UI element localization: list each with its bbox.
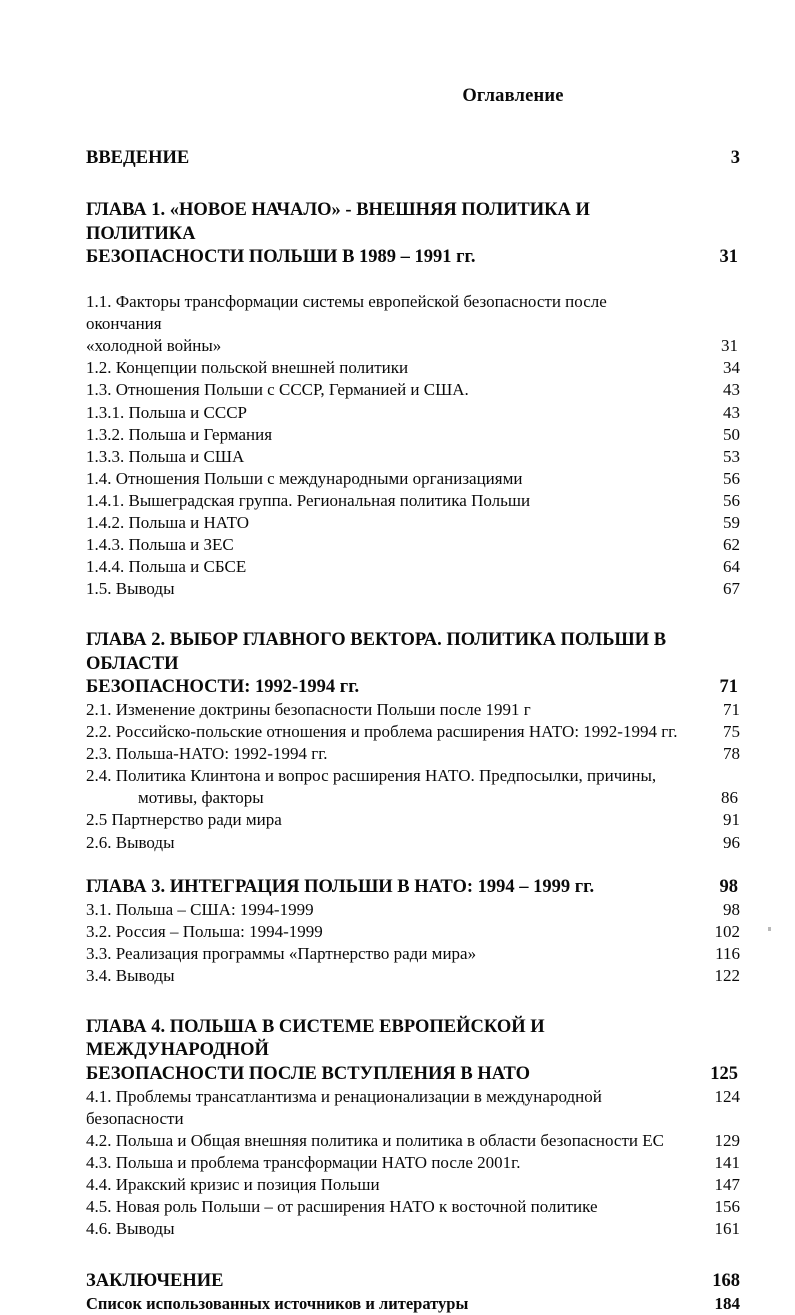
toc-entry-label: 1.4. Отношения Польши с международными организациями [86,468,523,488]
chapter-page: 125 [710,1063,738,1084]
toc-entry-page: 78 [723,744,740,764]
toc-entry-page: 64 [723,557,740,577]
toc-entry-introduction[interactable] [86,147,740,170]
chapter-heading-line: ГЛАВА 2. ВЫБОР ГЛАВНОГО ВЕКТОРА. ПОЛИТИКА ПОЛЬШИ В ОБЛАСТИ [86,630,667,674]
toc-entry-page: 91 [723,810,740,830]
toc-entry-page: 53 [723,446,740,466]
toc-entry-label: 1.4.1. Вышеградская группа. Региональная политика Польши [86,490,531,510]
toc-entry-label: 1.3.1. Польша и СССР [86,402,247,422]
toc-entry-1-4-1[interactable] [86,490,740,512]
toc-entry-page: 141 [714,1153,740,1173]
toc-entry-label: 3.1. Польша – США: 1994-1999 [86,899,314,919]
toc-entry-page: 168 [712,1270,740,1291]
toc-entry-1-4[interactable] [86,468,740,490]
toc-entry-2-5[interactable] [86,809,740,831]
toc-entry-label: 4.2. Польша и Общая внешняя политика и политика в области безопасности ЕС [86,1131,664,1151]
toc-entry-4-2[interactable] [86,1130,740,1152]
toc-entry-label: 4.4. Иракский кризис и позиция Польши [86,1175,380,1195]
toc-entry-page: 3 [730,148,740,168]
toc-entry-label-cont: «холодной войны» [86,336,222,356]
toc-entry-label: 2.2. Российско-польские отношения и проблема расширения НАТО: 1992-1994 гг. [86,722,678,742]
toc-entry-conclusion[interactable] [86,1270,740,1294]
toc-entry-page: 34 [723,358,740,378]
toc-entry-page: 98 [723,899,740,919]
chapter-heading-line: ГЛАВА 3. ИНТЕГРАЦИЯ ПОЛЬШИ В НАТО: 1994 – 1999 гг. [86,876,595,897]
toc-entry-label: 1.5. Выводы [86,579,175,599]
toc-entry-1-4-2[interactable] [86,512,740,534]
toc-entry-label: 2.4. Политика Клинтона и вопрос расширения НАТО. Предпосылки, причины, [86,766,657,786]
toc-entry-page: 102 [714,921,740,941]
toc-entry-label: 1.3. Отношения Польши с СССР, Германией и США. [86,380,469,400]
toc-entry-label-cont: мотивы, факторы [138,788,264,808]
toc-entry-1-3[interactable] [86,379,740,401]
toc-entry-page: 59 [723,513,740,533]
toc-entry-label: 3.2. Россия – Польша: 1994-1999 [86,921,323,941]
toc-entry-3-3[interactable] [86,943,740,965]
toc-entry-label: 1.4.2. Польша и НАТО [86,513,250,533]
toc-entry-page: 43 [723,402,740,422]
chapter-page: 71 [719,676,738,697]
toc-entry-1-4-4[interactable] [86,556,740,578]
toc-entry-page: 56 [723,468,740,488]
toc-entry-page: 161 [714,1219,740,1239]
chapter-heading-line: ГЛАВА 4. ПОЛЬША В СИСТЕМЕ ЕВРОПЕЙСКОЙ И МЕЖДУНАРОДНОЙ [86,1017,545,1061]
toc-entry-label: 1.4.3. Польша и ЗЕС [86,535,234,555]
table-of-contents [86,0,740,1315]
toc-entry-page: 184 [714,1294,740,1314]
toc-entry-label: 4.5. Новая роль Польши – от расширения НАТО к восточной политике [86,1197,598,1217]
toc-entry-3-2[interactable] [86,921,740,943]
page-title: Оглавление [462,86,564,106]
toc-entry-2-6[interactable] [86,832,740,854]
scan-artifact-speck [768,927,771,931]
chapter-heading-line: БЕЗОПАСНОСТИ ПОСЛЕ ВСТУПЛЕНИЯ В НАТО [86,1063,530,1084]
chapter-heading-2[interactable] [86,629,740,699]
toc-entry-page: 124 [714,1086,740,1106]
chapter-heading-3[interactable] [86,876,740,899]
toc-entry-4-5[interactable] [86,1196,740,1218]
toc-entry-label: 1.3.3. Польша и США [86,446,245,466]
chapter-page: 98 [719,876,738,897]
toc-entry-1-3-1[interactable] [86,402,740,424]
toc-entry-label: 3.4. Выводы [86,966,175,986]
toc-entry-label: 3.3. Реализация программы «Партнерство ради мира» [86,944,477,964]
toc-entry-2-4[interactable] [86,765,740,809]
toc-entry-label: ЗАКЛЮЧЕНИЕ [86,1270,224,1291]
toc-entry-page: 129 [714,1131,740,1151]
toc-entry-1-5[interactable] [86,578,740,600]
toc-entry-2-3[interactable] [86,743,740,765]
toc-entry-label: 4.1. Проблемы трансатлантизма и ренационализации в международной безопасности [86,1086,602,1128]
toc-entry-1-4-3[interactable] [86,534,740,556]
toc-entry-page: 71 [723,700,740,720]
toc-entry-page: 96 [723,832,740,852]
toc-entry-page: 62 [723,535,740,555]
toc-entry-3-4[interactable] [86,965,740,987]
toc-entry-page: 67 [723,579,740,599]
chapter-heading-1[interactable] [86,199,740,269]
toc-entry-page: 31 [721,336,738,356]
toc-entry-label: ВВЕДЕНИЕ [86,148,190,168]
toc-entry-label: 2.5 Партнерство ради мира [86,810,282,830]
toc-entry-4-6[interactable] [86,1218,740,1240]
toc-entry-page: 122 [714,966,740,986]
toc-entry-label: 1.1. Факторы трансформации системы европейской безопасности после окончания [86,292,607,334]
toc-entry-1-3-2[interactable] [86,424,740,446]
chapter-heading-line: БЕЗОПАСНОСТИ ПОЛЬШИ В 1989 – 1991 гг. [86,246,476,267]
toc-entry-page: 75 [723,722,740,742]
toc-entry-page: 147 [714,1175,740,1195]
toc-entry-label: 4.6. Выводы [86,1219,175,1239]
toc-entry-label: 2.6. Выводы [86,832,175,852]
toc-entry-3-1[interactable] [86,899,740,921]
toc-entry-label: 1.4.4. Польша и СБСЕ [86,557,247,577]
toc-entry-page: 86 [721,788,738,808]
chapter-page: 31 [719,246,738,267]
toc-entry-4-1[interactable] [86,1086,740,1130]
toc-entry-1-1[interactable] [86,291,740,357]
toc-entry-bibliography[interactable] [86,1293,740,1315]
toc-entry-page: 56 [723,490,740,510]
toc-entry-page: 156 [714,1197,740,1217]
toc-entry-4-4[interactable] [86,1174,740,1196]
toc-entry-label: 2.3. Польша-НАТО: 1992-1994 гг. [86,744,328,764]
toc-entry-page: 43 [723,380,740,400]
toc-entry-label: 1.3.2. Польша и Германия [86,424,273,444]
toc-entry-label: Список использованных источников и литературы [86,1294,469,1314]
toc-entry-page: 116 [715,944,740,964]
toc-entry-2-2[interactable] [86,721,740,743]
chapter-heading-4[interactable] [86,1016,740,1086]
toc-entry-page: 50 [723,424,740,444]
chapter-heading-line: БЕЗОПАСНОСТИ: 1992-1994 гг. [86,676,360,697]
toc-entry-4-3[interactable] [86,1152,740,1174]
chapter-heading-line: ГЛАВА 1. «НОВОЕ НАЧАЛО» - ВНЕШНЯЯ ПОЛИТИКА И ПОЛИТИКА [86,200,590,244]
toc-entry-1-2[interactable] [86,357,740,379]
toc-entry-2-1[interactable] [86,699,740,721]
toc-entry-label: 2.1. Изменение доктрины безопасности Польши после 1991 г [86,700,531,720]
toc-entry-label: 1.2. Концепции польской внешней политики [86,358,409,378]
toc-entry-label: 4.3. Польша и проблема трансформации НАТО после 2001г. [86,1153,521,1173]
toc-entry-1-3-3[interactable] [86,446,740,468]
